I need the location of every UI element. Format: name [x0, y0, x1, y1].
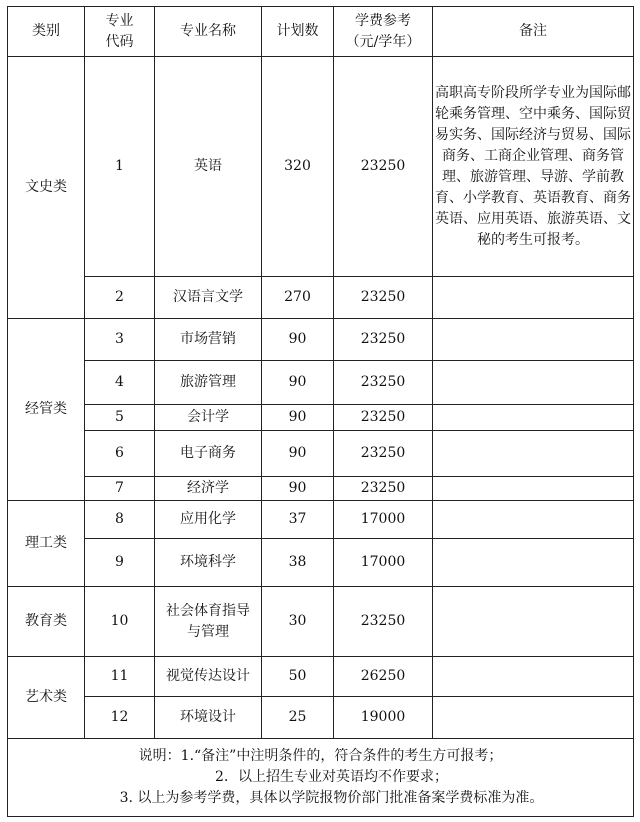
name-cell: 旅游管理 — [155, 361, 262, 405]
table-row — [8, 361, 634, 405]
tuition-cell: 23250 — [334, 319, 433, 361]
code-cell: 12 — [85, 697, 155, 739]
category-yishu: 艺术类 — [8, 657, 85, 739]
table-row — [8, 405, 634, 431]
name-text: 社会体育指导与管理 — [165, 602, 250, 640]
table-row — [8, 657, 634, 697]
tuition-cell: 17000 — [334, 501, 433, 539]
table-row — [8, 477, 634, 501]
table-row — [8, 587, 634, 657]
table-row — [8, 57, 634, 277]
remark-cell — [433, 431, 634, 477]
code-cell: 6 — [85, 431, 155, 477]
notes-row — [8, 739, 634, 817]
table-row — [8, 319, 634, 361]
plan-cell: 90 — [262, 361, 334, 405]
name-cell: 环境科学 — [155, 539, 262, 587]
table-row — [8, 539, 634, 587]
name-cell: 会计学 — [155, 405, 262, 431]
header-tuition — [334, 7, 433, 57]
name-cell — [155, 587, 262, 657]
tuition-cell: 23250 — [334, 277, 433, 319]
header-name: 专业名称 — [155, 7, 262, 57]
note-line-1: 说明：1.“备注”中注明条件的，符合条件的考生方可报考； — [138, 748, 503, 764]
name-cell: 英语 — [155, 57, 262, 277]
name-cell: 经济学 — [155, 477, 262, 501]
category-jiaoyu: 教育类 — [8, 587, 85, 657]
tuition-cell: 26250 — [334, 657, 433, 697]
name-cell: 电子商务 — [155, 431, 262, 477]
remark-cell — [433, 405, 634, 431]
remark-cell — [433, 277, 634, 319]
plan-cell: 320 — [262, 57, 334, 277]
enrollment-table — [7, 6, 634, 817]
header-category: 类别 — [8, 7, 85, 57]
header-code — [85, 7, 155, 57]
tuition-cell: 17000 — [334, 539, 433, 587]
header-row — [8, 7, 634, 57]
plan-cell: 38 — [262, 539, 334, 587]
code-cell: 7 — [85, 477, 155, 501]
tuition-cell: 23250 — [334, 431, 433, 477]
name-cell: 视觉传达设计 — [155, 657, 262, 697]
header-remark: 备注 — [433, 7, 634, 57]
note-line-3: 3. 以上为参考学费，具体以学院报物价部门批准备案学费标准为准。 — [119, 790, 544, 806]
plan-cell: 50 — [262, 657, 334, 697]
remark-cell — [433, 539, 634, 587]
table-row — [8, 277, 634, 319]
header-plan: 计划数 — [262, 7, 334, 57]
remark-cell — [433, 501, 634, 539]
name-cell: 环境设计 — [155, 697, 262, 739]
table-row — [8, 501, 634, 539]
category-wenshi: 文史类 — [8, 57, 85, 319]
remark-cell — [433, 657, 634, 697]
name-cell: 汉语言文学 — [155, 277, 262, 319]
tuition-cell: 23250 — [334, 361, 433, 405]
code-cell: 2 — [85, 277, 155, 319]
plan-cell: 270 — [262, 277, 334, 319]
plan-cell: 90 — [262, 319, 334, 361]
remark-cell — [433, 587, 634, 657]
tuition-cell: 23250 — [334, 587, 433, 657]
header-tuition-text: 学费参考（元/学年） — [345, 12, 421, 50]
code-cell: 10 — [85, 587, 155, 657]
remark-english: 高职高专阶段所学专业为国际邮轮乘务管理、空中乘务、国际贸易实务、国际经济与贸易、国际商务、工商企业管理、商务管理、旅游管理、导游、学前教育、小学教育、英语教育、商务英语、应用英语、旅游英语、文秘的考生可报考。 — [433, 57, 634, 277]
code-cell: 1 — [85, 57, 155, 277]
category-ligong: 理工类 — [8, 501, 85, 587]
plan-cell: 25 — [262, 697, 334, 739]
plan-cell: 30 — [262, 587, 334, 657]
code-cell: 8 — [85, 501, 155, 539]
remark-cell — [433, 697, 634, 739]
tuition-cell: 23250 — [334, 405, 433, 431]
plan-cell: 90 — [262, 431, 334, 477]
code-cell: 11 — [85, 657, 155, 697]
notes-cell — [8, 739, 634, 817]
code-cell: 3 — [85, 319, 155, 361]
note-line-2: 2．以上招生专业对英语均不作要求； — [215, 769, 448, 785]
plan-cell: 90 — [262, 477, 334, 501]
tuition-cell: 23250 — [334, 57, 433, 277]
plan-cell: 37 — [262, 501, 334, 539]
tuition-cell: 23250 — [334, 477, 433, 501]
remark-cell — [433, 477, 634, 501]
remark-cell — [433, 319, 634, 361]
plan-cell: 90 — [262, 405, 334, 431]
header-code-text: 专业代码 — [105, 12, 134, 50]
name-cell: 市场营销 — [155, 319, 262, 361]
table-row — [8, 431, 634, 477]
table-row — [8, 697, 634, 739]
code-cell: 5 — [85, 405, 155, 431]
tuition-cell: 19000 — [334, 697, 433, 739]
code-cell: 9 — [85, 539, 155, 587]
remark-cell — [433, 361, 634, 405]
name-cell: 应用化学 — [155, 501, 262, 539]
category-jingguan: 经管类 — [8, 319, 85, 501]
code-cell: 4 — [85, 361, 155, 405]
